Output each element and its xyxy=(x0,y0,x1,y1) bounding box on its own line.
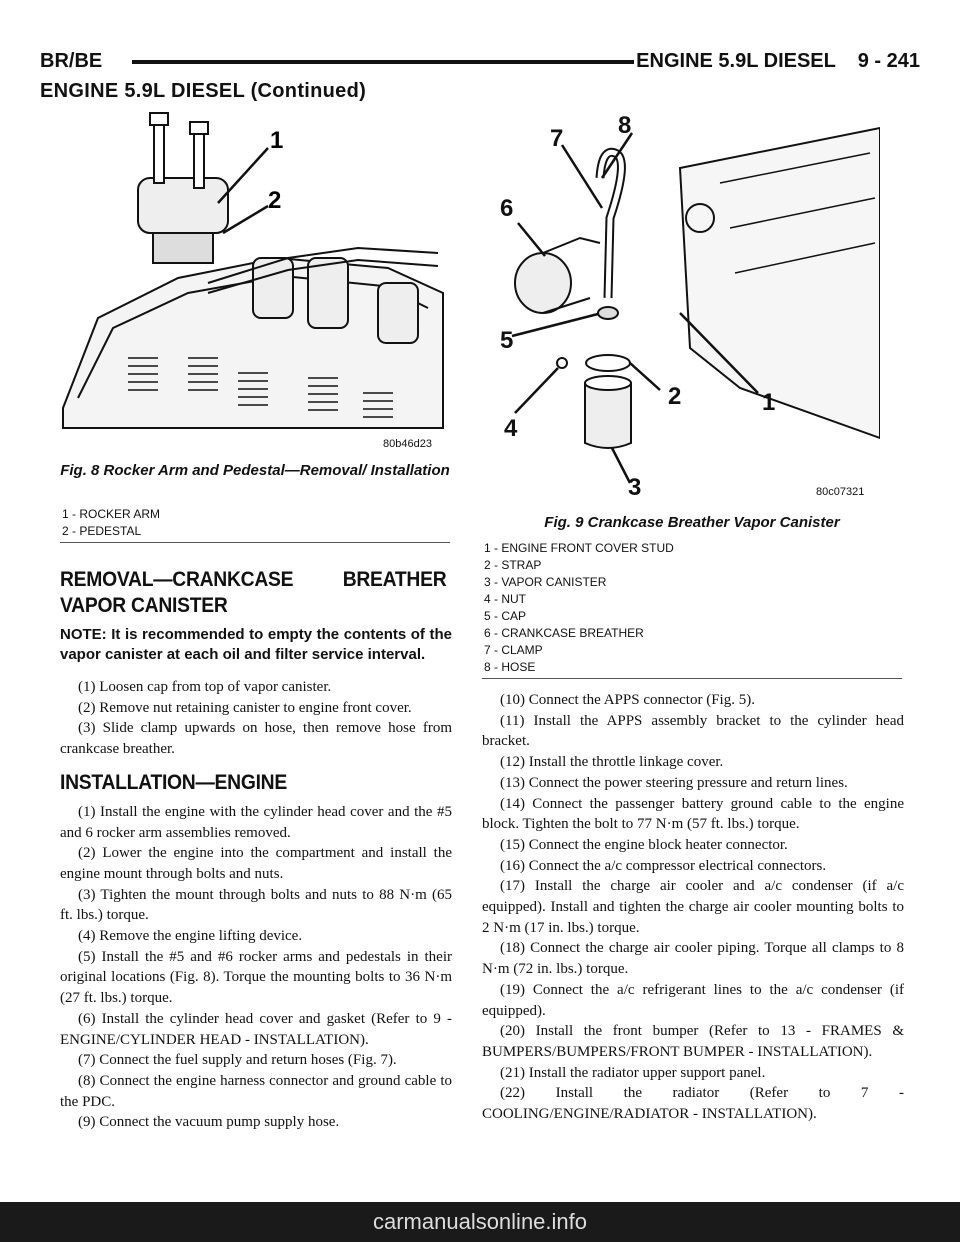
install-step: (21) Install the radiator upper support panel. xyxy=(500,1064,766,1081)
removal-step: (1) Loosen cap from top of vapor canister. xyxy=(78,679,332,695)
fig8-callout-2: 2 xyxy=(268,187,282,214)
header-rule xyxy=(132,60,634,64)
install-step: (11) Install the APPS assembly bracket to the cylinder head bracket. xyxy=(482,712,904,750)
removal-step: (2) Remove nut retaining canister to engine front cover. xyxy=(78,699,412,716)
fig9-callout-6: 6 xyxy=(500,195,514,222)
page-header xyxy=(40,50,920,76)
install-step: (17) Install the charge air cooler and a/c condenser (if a/c equipped). Install and tighten the charge air cooler mounting bolts to 2 N·m (17 in. lbs.) torque. xyxy=(482,878,904,936)
vapor-canister-drawing xyxy=(490,108,880,498)
fig9-callout-5: 5 xyxy=(500,327,514,354)
install-step: (14) Connect the passenger battery ground cable to the engine block. Tighten the bolt to 77 N·m (57 ft. lbs.) torque. xyxy=(482,795,904,833)
install-step: (22) Install the radiator (Refer to 7 - COOLING/ENGINE/RADIATOR - INSTALLATION). xyxy=(482,1085,904,1123)
figure-8-rule xyxy=(60,542,450,543)
rocker-arm-pedestal-drawing xyxy=(58,108,450,453)
legend-item: 5 - CAP xyxy=(484,609,527,623)
fig9-callout-7: 7 xyxy=(550,125,564,152)
legend-item: 2 - STRAP xyxy=(484,558,542,572)
legend-item: 4 - NUT xyxy=(484,592,526,606)
heading-removal-vapor-canister: REMOVAL—CRANKCASE BREATHER VAPOR CANISTER xyxy=(60,568,447,617)
legend-item: 1 - ROCKER ARM xyxy=(62,507,161,521)
legend-item: 8 - HOSE xyxy=(484,660,536,674)
figure-8-illustration xyxy=(58,108,450,453)
figure-9-rule xyxy=(482,678,902,679)
left-column xyxy=(60,567,452,1133)
install-step: (13) Connect the power steering pressure and return lines. xyxy=(500,774,848,791)
install-step: (18) Connect the charge air cooler piping. Torque all clamps to 8 N·m (72 in. lbs.) torque. xyxy=(482,940,904,978)
figure-8-title: Fig. 8 Rocker Arm and Pedestal—Removal/ Installation xyxy=(60,462,450,479)
legend-item: 7 - CLAMP xyxy=(484,643,543,657)
fig9-callout-3: 3 xyxy=(628,474,642,498)
install-step: (1) Install the engine with the cylinder head cover and the #5 and 6 rocker arm assemblies removed. xyxy=(60,803,452,841)
install-step: (10) Connect the APPS connector (Fig. 5). xyxy=(500,692,755,708)
header-page-title: ENGINE 5.9L DIESEL 9 - 241 xyxy=(636,50,920,72)
install-step: (20) Install the front bumper (Refer to 13 - FRAMES & BUMPERS/BUMPERS/FRONT BUMPER - INSTALLATION). xyxy=(482,1023,904,1060)
figure-9-title: Fig. 9 Crankcase Breather Vapor Canister xyxy=(544,514,840,531)
watermark-text: carmanualsonline.info xyxy=(372,1209,588,1234)
header-section-code: BR/BE xyxy=(40,50,103,72)
legend-item: 3 - VAPOR CANISTER xyxy=(484,575,607,589)
install-step: (19) Connect the a/c refrigerant lines to the a/c condenser (if equipped). xyxy=(482,981,904,1019)
fig9-callout-4: 4 xyxy=(504,415,518,442)
watermark-bar xyxy=(0,1202,960,1242)
install-step: (3) Tighten the mount through bolts and nuts to 88 N·m (65 ft. lbs.) torque. xyxy=(60,886,452,924)
figure-8-code: 80b46d23 xyxy=(383,438,432,450)
legend-item: 6 - CRANKCASE BREATHER xyxy=(484,626,644,640)
install-step: (4) Remove the engine lifting device. xyxy=(78,928,303,945)
install-step: (15) Connect the engine block heater connector. xyxy=(500,836,788,853)
service-note: NOTE: It is recommended to empty the contents of the vapor canister at each oil and filter service interval. xyxy=(60,626,452,663)
right-column xyxy=(482,690,904,1125)
install-step: (16) Connect the a/c compressor electrical connectors. xyxy=(500,857,827,874)
figure-9-illustration xyxy=(490,108,880,498)
continued-heading: ENGINE 5.9L DIESEL (Continued) xyxy=(40,80,367,102)
install-step: (8) Connect the engine harness connector and ground cable to the PDC. xyxy=(60,1072,452,1110)
removal-step: (3) Slide clamp upwards on hose, then remove hose from crankcase breather. xyxy=(60,720,452,758)
fig8-callout-1: 1 xyxy=(270,127,284,154)
install-step: (9) Connect the vacuum pump supply hose. xyxy=(78,1114,340,1131)
fig9-callout-8: 8 xyxy=(618,112,632,139)
install-step: (2) Lower the engine into the compartment and install the engine mount through bolts and nuts. xyxy=(60,845,452,882)
fig9-callout-1: 1 xyxy=(762,389,776,416)
install-step: (6) Install the cylinder head cover and gasket (Refer to 9 - ENGINE/CYLINDER HEAD - INSTALLATION). xyxy=(60,1010,452,1048)
install-step: (12) Install the throttle linkage cover. xyxy=(500,754,724,771)
legend-item: 1 - ENGINE FRONT COVER STUD xyxy=(484,541,674,555)
install-step: (7) Connect the fuel supply and return hoses (Fig. 7). xyxy=(78,1052,397,1069)
figure-8-legend xyxy=(62,506,160,540)
legend-item: 2 - PEDESTAL xyxy=(62,524,142,538)
figure-9-code: 80c07321 xyxy=(816,486,865,498)
install-step: (5) Install the #5 and #6 rocker arms and pedestals in their original locations (Fig. 8). Torque the mounting bolts to 36 N·m (27 ft. lbs.) torque. xyxy=(60,948,452,1007)
heading-installation-engine: INSTALLATION—ENGINE xyxy=(60,770,287,794)
fig9-callout-2: 2 xyxy=(668,383,682,410)
figure-9-legend xyxy=(484,540,674,676)
